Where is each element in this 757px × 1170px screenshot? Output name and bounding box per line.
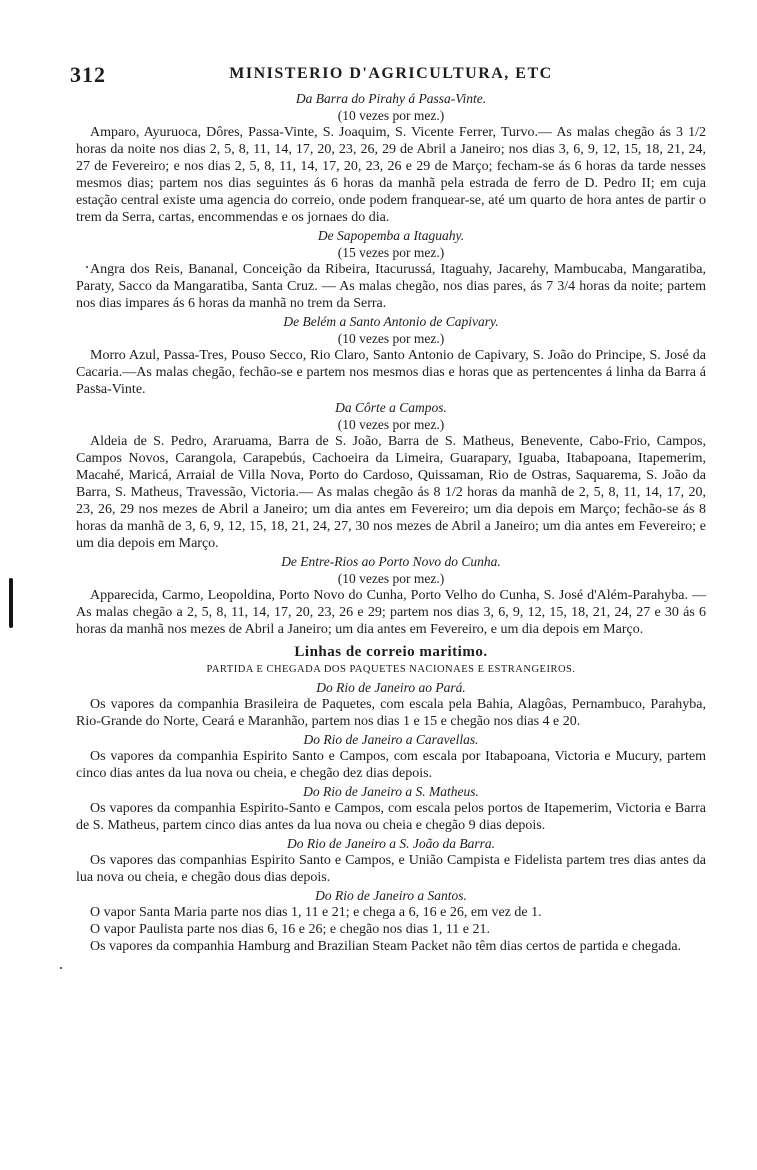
page	[70, 62, 706, 955]
route-frequency: (10 vezes por mez.)	[337, 571, 445, 586]
route-frequency: (10 vezes por mez.)	[337, 417, 445, 432]
maritime-section-title: Linhas de correio maritimo.	[294, 644, 488, 660]
route-title: De Entre-Rios ao Porto Novo do Cunha.	[281, 554, 501, 569]
route-title: Da Barra do Pirahy á Passa-Vinte.	[295, 91, 487, 106]
page-number: 312	[70, 62, 106, 87]
maritime-route	[76, 783, 706, 834]
route-text: Morro Azul, Passa-Tres, Pouso Secco, Rio Claro, Santo Antonio de Capivary, S. João do Principe, S. José da Cacaria.—As malas chegão, fechão-se e partem nos mesmos dias e horas que as pertencentes á linha da Barra á Passa-Vinte.	[76, 348, 706, 397]
maritime-route-title: Do Rio de Janeiro a Santos.	[315, 888, 467, 903]
maritime-route-line: O vapor Paulista parte nos dias 6, 16 e 26; e chegão nos dias 1, 11 e 21.	[90, 922, 490, 937]
page-header	[70, 62, 706, 87]
running-head: MINISTERIO D'AGRICULTURA, ETC	[229, 65, 553, 82]
route-text: Aldeia de S. Pedro, Araruama, Barra de S. João, Barra de S. Matheus, Benevente, Cabo-Frio, Campos, Campos Novos, Carangola, Carapebús, Cachoeira da Limeira, Guarapary, Iguaba, Itabapoana, Itapemerim, Macahé, Maricá, Arraial de Villa Nova, Porto do Cardoso, Quissaman, Rio de Ostras, Saquarema, S. João da Barra, S. Matheus, Travessão, Victoria.— As malas chegão ás 8 1/2 horas da manhã de 2, 5, 8, 11, 14, 17, 20, 23, 26, 29 nos mezes de Abril a Janeiro; um dia antes em Fevereiro; um dia depois em Março; fechão-se ás 8 horas da manhã de 3, 6, 9, 12, 15, 18, 21, 24, 27, 30 nos mezes de Abril a Janeiro; um dia antes em Fevereiro; e um dia depois em Março.	[76, 434, 706, 551]
print-speck	[60, 967, 62, 969]
route-frequency: (15 vezes por mez.)	[337, 245, 445, 260]
maritime-route-title: Do Rio de Janeiro a S. João da Barra.	[287, 836, 495, 851]
maritime-route-text: Os vapores da companhia Espirito-Santo e Campos, com escala pelos portos de Itapemerim, Victoria e Barra de S. Matheus, partem cinco dias antes da lua nova ou cheia e chegão 9 dias depois.	[76, 801, 706, 833]
route-frequency: (10 vezes por mez.)	[337, 108, 445, 123]
route-title: De Belém a Santo Antonio de Capivary.	[283, 314, 499, 329]
maritime-route-title: Do Rio de Janeiro a Caravellas.	[303, 732, 479, 747]
route-text: Amparo, Ayuruoca, Dôres, Passa-Vinte, S. Joaquim, S. Vicente Ferrer, Turvo.— As malas chegão ás 3 1/2 horas da noite nos dias 2, 5, 8, 11, 14, 17, 20, 23, 26, 29 de Abril a Janeiro; nos dias 3, 6, 9, 12, 15, 18, 21, 24, 27 de Fevereiro; e nos dias 2, 5, 8, 11, 14, 17, 20, 23, 26 e 29 de Março; fecham-se ás 6 horas da tarde nesses mesmos dias; partem nos dias seguintes ás 6 horas da manhã pela estrada de ferro de D. Pedro II; em cuja estação central existe uma agencia do correio, onde podem franquear-se, até um quarto de hora antes de partir o trem da Serra, cartas, encommendas e os jornaes do dia.	[76, 125, 706, 225]
maritime-route-title: Do Rio de Janeiro a S. Matheus.	[303, 784, 479, 799]
maritime-route-title: Do Rio de Janeiro ao Pará.	[316, 680, 466, 695]
route-title: De Sapopemba a Itaguahy.	[317, 228, 465, 243]
margin-mark	[9, 578, 13, 628]
route-title: Da Côrte a Campos.	[335, 400, 447, 415]
route-section	[76, 90, 706, 226]
route-text: Angra dos Reis, Bananal, Conceição da Ribeira, Itacurussá, Itaguahy, Jacarehy, Mambucaba, Mangaratiba, Paraty, Sacco da Mangaratiba, Santa Cruz. — As malas chegão, nos dias pares, ás 7 3/4 horas da noite; partem nos dias impares ás 6 horas da manhã no trem da Serra.	[76, 262, 706, 311]
maritime-route	[76, 731, 706, 782]
route-section	[76, 399, 706, 552]
maritime-route	[76, 835, 706, 886]
maritime-route	[76, 679, 706, 730]
maritime-route-text: Os vapores das companhias Espirito Santo e Campos, e União Campista e Fidelista partem tres dias antes da lua nova ou cheia, e chegão dous dias depois.	[76, 853, 706, 885]
maritime-route	[76, 887, 706, 955]
maritime-route-line: Os vapores da companhia Hamburg and Brazilian Steam Packet não têm dias certos de partida e chegada.	[90, 939, 682, 954]
maritime-route-text: Os vapores da companhia Espirito Santo e Campos, com escala por Itabapoana, Victoria e Mucury, partem cinco dias antes da lua nova ou cheia, e chegão dez dias depois.	[76, 749, 706, 781]
route-text: Apparecida, Carmo, Leopoldina, Porto Novo do Cunha, Porto Velho do Cunha, S. José d'Além-Parahyba. — As malas chegão a 2, 5, 8, 11, 14, 17, 20, 23, 26 e 29; partem nos dias 3, 6, 9, 12, 15, 18, 21, 24, 27 e 30 ás 6 horas da manhã nos mezes de Abril a Janeiro; um dia antes em Fevereiro, e um dia depois em Março.	[76, 588, 706, 637]
maritime-subtitle: PARTIDA E CHEGADA DOS PAQUETES NACIONAES E ESTRANGEIROS.	[206, 664, 576, 675]
maritime-route-line: O vapor Santa Maria parte nos dias 1, 11 e 21; e chega a 6, 16 e 26, em vez de 1.	[90, 905, 542, 920]
route-section	[76, 227, 706, 312]
route-section	[76, 553, 706, 638]
route-frequency: (10 vezes por mez.)	[337, 331, 445, 346]
route-section	[76, 313, 706, 398]
maritime-route-text: Os vapores da companhia Brasileira de Paquetes, com escala pela Bahia, Alagôas, Pernambuco, Parahyba, Rio-Grande do Norte, Ceará e Maranhão, partem nos dias 1 e 15 e chegão nos dias 4 e 20.	[76, 697, 706, 729]
